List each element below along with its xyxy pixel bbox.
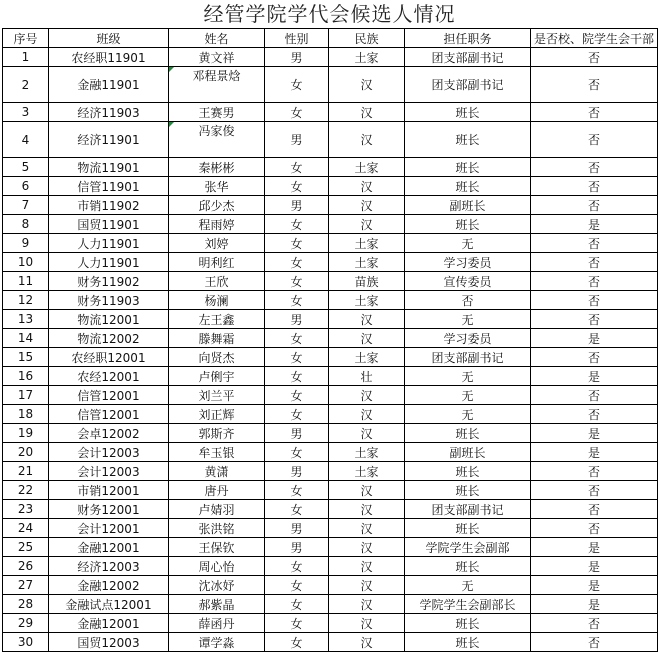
cell-gender[interactable]: 男 (265, 424, 329, 443)
cell-ethnicity[interactable]: 汉 (329, 481, 405, 500)
cell-student-union[interactable]: 是 (531, 443, 658, 462)
cell-ethnicity[interactable]: 汉 (329, 576, 405, 595)
cell-gender[interactable]: 女 (265, 158, 329, 177)
table-row (3, 576, 658, 595)
table-row (3, 633, 658, 652)
cell-class[interactable]: 人力11901 (49, 253, 169, 272)
table-row (3, 158, 658, 177)
table-row (3, 348, 658, 367)
cell-name[interactable]: 谭学淼 (169, 633, 265, 652)
table-row (3, 122, 658, 158)
cell-ethnicity[interactable]: 土家 (329, 462, 405, 481)
table-row (3, 48, 658, 67)
cell-ethnicity[interactable]: 汉 (329, 67, 405, 103)
table-row (3, 614, 658, 633)
cell-name[interactable]: 刘兰平 (169, 386, 265, 405)
cell-name[interactable]: 黄潇 (169, 462, 265, 481)
cell-no[interactable]: 18 (3, 405, 49, 424)
cell-no[interactable]: 6 (3, 177, 49, 196)
cell-name[interactable]: 王保钦 (169, 538, 265, 557)
cell-name[interactable]: 向贤杰 (169, 348, 265, 367)
cell-position[interactable]: 班长 (405, 122, 531, 158)
cell-ethnicity[interactable]: 汉 (329, 310, 405, 329)
header-row (3, 29, 658, 48)
cell-class[interactable]: 信管12001 (49, 386, 169, 405)
table-row (3, 67, 658, 103)
cell-class[interactable]: 金融12001 (49, 538, 169, 557)
cell-student-union[interactable]: 是 (531, 576, 658, 595)
cell-position[interactable]: 班长 (405, 462, 531, 481)
table-row (3, 272, 658, 291)
table-row (3, 291, 658, 310)
cell-class[interactable]: 会卓12002 (49, 424, 169, 443)
cell-class[interactable]: 信管11901 (49, 177, 169, 196)
cell-position[interactable]: 团支部副书记 (405, 500, 531, 519)
cell-name[interactable]: 程雨婷 (169, 215, 265, 234)
cell-ethnicity[interactable]: 汉 (329, 329, 405, 348)
cell-ethnicity[interactable]: 壮 (329, 367, 405, 386)
cell-student-union[interactable]: 是 (531, 424, 658, 443)
cell-student-union[interactable]: 否 (531, 310, 658, 329)
cell-name[interactable]: 沈冰妤 (169, 576, 265, 595)
cell-no[interactable]: 4 (3, 122, 49, 158)
cell-gender[interactable]: 男 (265, 462, 329, 481)
cell-student-union[interactable]: 否 (531, 67, 658, 103)
cell-ethnicity[interactable]: 苗族 (329, 272, 405, 291)
cell-ethnicity[interactable]: 汉 (329, 500, 405, 519)
cell-ethnicity[interactable]: 汉 (329, 538, 405, 557)
cell-student-union[interactable]: 是 (531, 538, 658, 557)
cell-no[interactable]: 21 (3, 462, 49, 481)
cell-position[interactable]: 否 (405, 291, 531, 310)
cell-gender[interactable]: 女 (265, 291, 329, 310)
table-row (3, 177, 658, 196)
cell-class[interactable]: 人力11901 (49, 234, 169, 253)
cell-class[interactable]: 金融12001 (49, 614, 169, 633)
cell-class[interactable]: 经济11901 (49, 122, 169, 158)
cell-student-union[interactable]: 否 (531, 481, 658, 500)
cell-gender[interactable]: 女 (265, 614, 329, 633)
table-row (3, 405, 658, 424)
candidate-table (2, 28, 658, 652)
cell-ethnicity[interactable]: 汉 (329, 122, 405, 158)
cell-no[interactable]: 24 (3, 519, 49, 538)
cell-name[interactable]: 郝紫晶 (169, 595, 265, 614)
cell-student-union[interactable]: 否 (531, 196, 658, 215)
cell-gender[interactable]: 女 (265, 557, 329, 576)
cell-gender[interactable]: 男 (265, 48, 329, 67)
cell-gender[interactable]: 女 (265, 103, 329, 122)
cell-ethnicity[interactable]: 汉 (329, 614, 405, 633)
cell-no[interactable]: 22 (3, 481, 49, 500)
cell-position[interactable]: 无 (405, 386, 531, 405)
cell-name[interactable]: 秦彬彬 (169, 158, 265, 177)
cell-gender[interactable]: 女 (265, 234, 329, 253)
cell-name-text: 冯家俊 (198, 124, 235, 138)
cell-no[interactable]: 20 (3, 443, 49, 462)
cell-name[interactable]: 刘正辉 (169, 405, 265, 424)
cell-position[interactable]: 学习委员 (405, 329, 531, 348)
cell-no[interactable]: 13 (3, 310, 49, 329)
cell-student-union[interactable]: 否 (531, 405, 658, 424)
table-row (3, 462, 658, 481)
cell-position[interactable]: 学院学生会副部 (405, 538, 531, 557)
cell-gender[interactable]: 男 (265, 538, 329, 557)
cell-class[interactable]: 国贸11901 (49, 215, 169, 234)
cell-no[interactable]: 25 (3, 538, 49, 557)
cell-gender[interactable]: 女 (265, 67, 329, 103)
cell-position[interactable]: 班长 (405, 215, 531, 234)
cell-name[interactable]: 张洪铭 (169, 519, 265, 538)
cell-position[interactable]: 团支部副书记 (405, 48, 531, 67)
cell-class[interactable]: 信管12001 (49, 405, 169, 424)
cell-no[interactable]: 19 (3, 424, 49, 443)
cell-student-union[interactable]: 否 (531, 500, 658, 519)
cell-class[interactable]: 物流12002 (49, 329, 169, 348)
cell-gender[interactable]: 女 (265, 329, 329, 348)
cell-student-union[interactable]: 是 (531, 329, 658, 348)
cell-class[interactable]: 农经12001 (49, 367, 169, 386)
cell-position[interactable]: 无 (405, 405, 531, 424)
cell-name[interactable]: 刘婷 (169, 234, 265, 253)
cell-no[interactable]: 10 (3, 253, 49, 272)
cell-position[interactable]: 无 (405, 310, 531, 329)
cell-gender[interactable]: 女 (265, 215, 329, 234)
cell-ethnicity[interactable]: 土家 (329, 253, 405, 272)
cell-gender[interactable]: 女 (265, 177, 329, 196)
cell-class[interactable]: 国贸12003 (49, 633, 169, 652)
col-header-position: 担任职务 (405, 29, 531, 48)
cell-name[interactable]: 杨澜 (169, 291, 265, 310)
cell-class[interactable]: 物流11901 (49, 158, 169, 177)
cell-name[interactable]: 邱少杰 (169, 196, 265, 215)
cell-position[interactable]: 班长 (405, 614, 531, 633)
cell-no[interactable]: 7 (3, 196, 49, 215)
cell-ethnicity[interactable]: 汉 (329, 405, 405, 424)
table-row (3, 103, 658, 122)
cell-position[interactable]: 班长 (405, 519, 531, 538)
table-row (3, 500, 658, 519)
cell-no[interactable]: 28 (3, 595, 49, 614)
cell-ethnicity[interactable]: 汉 (329, 196, 405, 215)
cell-student-union[interactable]: 否 (531, 291, 658, 310)
cell-ethnicity[interactable]: 土家 (329, 348, 405, 367)
cell-ethnicity[interactable]: 汉 (329, 595, 405, 614)
cell-name[interactable]: 王欣 (169, 272, 265, 291)
cell-ethnicity[interactable]: 汉 (329, 177, 405, 196)
table-row (3, 481, 658, 500)
cell-no[interactable]: 8 (3, 215, 49, 234)
cell-no[interactable]: 5 (3, 158, 49, 177)
col-header-no: 序号 (3, 29, 49, 48)
cell-no[interactable]: 15 (3, 348, 49, 367)
cell-no[interactable]: 26 (3, 557, 49, 576)
cell-name[interactable]: 滕舞霜 (169, 329, 265, 348)
cell-name[interactable]: 卢俐宇 (169, 367, 265, 386)
cell-no[interactable]: 29 (3, 614, 49, 633)
cell-no[interactable]: 14 (3, 329, 49, 348)
cell-class[interactable]: 会计12003 (49, 443, 169, 462)
comment-marker-icon (169, 122, 174, 127)
cell-name[interactable] (169, 122, 265, 158)
cell-student-union[interactable]: 否 (531, 103, 658, 122)
cell-gender[interactable]: 男 (265, 196, 329, 215)
table-row (3, 367, 658, 386)
cell-ethnicity[interactable]: 土家 (329, 443, 405, 462)
cell-position[interactable]: 班长 (405, 424, 531, 443)
table-row (3, 424, 658, 443)
cell-student-union[interactable]: 是 (531, 215, 658, 234)
cell-position[interactable]: 无 (405, 576, 531, 595)
cell-name[interactable]: 左王鑫 (169, 310, 265, 329)
cell-no[interactable]: 2 (3, 67, 49, 103)
table-row (3, 595, 658, 614)
cell-no[interactable]: 12 (3, 291, 49, 310)
cell-name[interactable]: 周心怡 (169, 557, 265, 576)
table-body (3, 48, 658, 652)
table-row (3, 386, 658, 405)
cell-ethnicity[interactable]: 汉 (329, 103, 405, 122)
cell-student-union[interactable]: 否 (531, 122, 658, 158)
col-header-gender: 性别 (265, 29, 329, 48)
cell-gender[interactable]: 女 (265, 386, 329, 405)
table-row (3, 196, 658, 215)
cell-gender[interactable]: 女 (265, 633, 329, 652)
cell-student-union[interactable]: 否 (531, 253, 658, 272)
cell-class[interactable]: 会计12001 (49, 519, 169, 538)
cell-class[interactable]: 农经职11901 (49, 48, 169, 67)
cell-position[interactable]: 团支部副书记 (405, 67, 531, 103)
cell-name-text: 邓程景焓 (192, 69, 241, 83)
cell-no[interactable]: 23 (3, 500, 49, 519)
col-header-name: 姓名 (169, 29, 265, 48)
cell-position[interactable]: 学院学生会副部长 (405, 595, 531, 614)
cell-name[interactable]: 唐丹 (169, 481, 265, 500)
cell-student-union[interactable]: 否 (531, 158, 658, 177)
cell-position[interactable]: 宣传委员 (405, 272, 531, 291)
cell-gender[interactable]: 女 (265, 481, 329, 500)
sheet-title: 经管学院学代会候选人情况 (203, 2, 456, 26)
cell-student-union[interactable]: 是 (531, 595, 658, 614)
col-header-class: 班级 (49, 29, 169, 48)
cell-ethnicity[interactable]: 汉 (329, 215, 405, 234)
cell-no[interactable]: 9 (3, 234, 49, 253)
cell-position[interactable]: 副班长 (405, 196, 531, 215)
cell-ethnicity[interactable]: 土家 (329, 158, 405, 177)
cell-gender[interactable]: 男 (265, 519, 329, 538)
cell-name[interactable]: 张华 (169, 177, 265, 196)
cell-position[interactable]: 无 (405, 367, 531, 386)
cell-gender[interactable]: 女 (265, 348, 329, 367)
cell-ethnicity[interactable]: 土家 (329, 48, 405, 67)
table-row (3, 538, 658, 557)
cell-ethnicity[interactable]: 土家 (329, 234, 405, 253)
cell-name[interactable]: 王赛男 (169, 103, 265, 122)
cell-class[interactable]: 物流12001 (49, 310, 169, 329)
cell-ethnicity[interactable]: 汉 (329, 386, 405, 405)
cell-student-union[interactable]: 是 (531, 557, 658, 576)
cell-name[interactable]: 牟玉银 (169, 443, 265, 462)
cell-position[interactable]: 班长 (405, 557, 531, 576)
cell-position[interactable]: 团支部副书记 (405, 348, 531, 367)
cell-no[interactable]: 16 (3, 367, 49, 386)
col-header-ethnicity: 民族 (329, 29, 405, 48)
cell-ethnicity[interactable]: 土家 (329, 291, 405, 310)
cell-student-union[interactable]: 否 (531, 348, 658, 367)
table-row (3, 443, 658, 462)
cell-position[interactable]: 班长 (405, 633, 531, 652)
cell-no[interactable]: 3 (3, 103, 49, 122)
cell-ethnicity[interactable]: 汉 (329, 424, 405, 443)
cell-class[interactable]: 财务11902 (49, 272, 169, 291)
cell-class[interactable]: 金融11901 (49, 67, 169, 103)
table-row (3, 215, 658, 234)
col-header-student-union: 是否校、院学生会干部 (531, 29, 658, 48)
cell-no[interactable]: 30 (3, 633, 49, 652)
cell-gender[interactable]: 女 (265, 405, 329, 424)
cell-ethnicity[interactable]: 汉 (329, 519, 405, 538)
cell-student-union[interactable]: 否 (531, 272, 658, 291)
cell-student-union[interactable]: 否 (531, 48, 658, 67)
cell-gender[interactable]: 男 (265, 310, 329, 329)
table-row (3, 310, 658, 329)
cell-position[interactable]: 班长 (405, 481, 531, 500)
cell-class[interactable]: 市销12001 (49, 481, 169, 500)
cell-name[interactable]: 郭斯齐 (169, 424, 265, 443)
cell-gender[interactable]: 女 (265, 595, 329, 614)
cell-student-union[interactable]: 否 (531, 614, 658, 633)
cell-class[interactable]: 金融试点12001 (49, 595, 169, 614)
cell-class[interactable]: 财务12001 (49, 500, 169, 519)
cell-class[interactable]: 会计12003 (49, 462, 169, 481)
cell-name[interactable]: 黄文祥 (169, 48, 265, 67)
table-row (3, 234, 658, 253)
cell-name[interactable]: 卢婧羽 (169, 500, 265, 519)
table-row (3, 253, 658, 272)
cell-student-union[interactable]: 否 (531, 234, 658, 253)
cell-student-union[interactable]: 否 (531, 177, 658, 196)
cell-class[interactable]: 金融12002 (49, 576, 169, 595)
cell-gender[interactable]: 女 (265, 367, 329, 386)
cell-student-union[interactable]: 否 (531, 633, 658, 652)
cell-class[interactable]: 财务11903 (49, 291, 169, 310)
cell-name[interactable] (169, 67, 265, 103)
table-row (3, 329, 658, 348)
cell-position[interactable]: 学习委员 (405, 253, 531, 272)
cell-student-union[interactable]: 否 (531, 462, 658, 481)
cell-gender[interactable]: 男 (265, 122, 329, 158)
table-row (3, 519, 658, 538)
cell-position[interactable]: 班长 (405, 103, 531, 122)
table-row (3, 557, 658, 576)
cell-ethnicity[interactable]: 汉 (329, 633, 405, 652)
cell-gender[interactable]: 女 (265, 272, 329, 291)
cell-class[interactable]: 农经职12001 (49, 348, 169, 367)
cell-ethnicity[interactable]: 汉 (329, 557, 405, 576)
cell-no[interactable]: 27 (3, 576, 49, 595)
cell-position[interactable]: 无 (405, 234, 531, 253)
cell-student-union[interactable]: 否 (531, 519, 658, 538)
cell-name[interactable]: 明利红 (169, 253, 265, 272)
cell-position[interactable]: 副班长 (405, 443, 531, 462)
cell-gender[interactable]: 女 (265, 576, 329, 595)
cell-no[interactable]: 1 (3, 48, 49, 67)
comment-marker-icon (169, 67, 174, 72)
cell-position[interactable]: 班长 (405, 177, 531, 196)
cell-class[interactable]: 经济11903 (49, 103, 169, 122)
cell-gender[interactable]: 女 (265, 443, 329, 462)
cell-class[interactable]: 经济12003 (49, 557, 169, 576)
cell-gender[interactable]: 女 (265, 500, 329, 519)
cell-no[interactable]: 17 (3, 386, 49, 405)
cell-gender[interactable]: 女 (265, 253, 329, 272)
cell-position[interactable]: 班长 (405, 158, 531, 177)
cell-name[interactable]: 薛函丹 (169, 614, 265, 633)
cell-no[interactable]: 11 (3, 272, 49, 291)
cell-class[interactable]: 市销11902 (49, 196, 169, 215)
cell-student-union[interactable]: 否 (531, 386, 658, 405)
cell-student-union[interactable]: 是 (531, 367, 658, 386)
